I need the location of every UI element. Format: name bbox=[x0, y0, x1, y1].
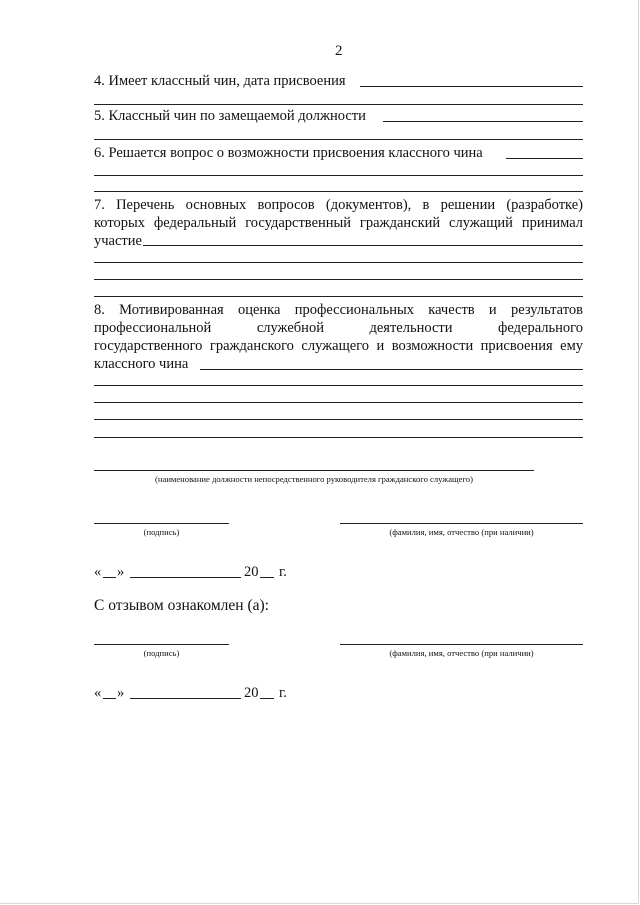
page-number: 2 bbox=[335, 43, 343, 59]
item-8-line-2 bbox=[94, 319, 583, 337]
item-8-line-2-word-3: деятельности bbox=[369, 320, 453, 336]
item-8-line-4: классного чина bbox=[94, 356, 189, 372]
manager-position-caption: (наименование должности непосредственного руководителя гражданского служащего) bbox=[155, 474, 473, 484]
full-name-caption-2: (фамилия, имя, отчество (при наличии) bbox=[389, 648, 534, 658]
item-7-field-line-3[interactable] bbox=[94, 279, 583, 280]
item-8-line-1: 8. Мотивированная оценка профессиональных качеств и результатов bbox=[94, 302, 583, 318]
date-2-close-quote: » bbox=[117, 685, 125, 701]
manager-position-field[interactable] bbox=[94, 470, 534, 471]
item-8-field[interactable] bbox=[200, 369, 583, 370]
item-6-field-line-2[interactable] bbox=[94, 175, 583, 176]
acknowledged-text: С отзывом ознакомлен (а): bbox=[94, 597, 269, 614]
date-2-year-prefix: 20 bbox=[244, 685, 259, 701]
signature-field-2[interactable] bbox=[94, 644, 229, 645]
date-2-month-field[interactable] bbox=[130, 698, 241, 699]
date-1-month-field[interactable] bbox=[130, 577, 241, 578]
item-4-label: 4. Имеет классный чин, дата присвоения bbox=[94, 73, 346, 89]
item-8-field-line-3[interactable] bbox=[94, 402, 583, 403]
item-7-field-line-4[interactable] bbox=[94, 296, 583, 297]
date-1-open-quote: « bbox=[94, 564, 102, 580]
signature-caption-1: (подпись) bbox=[143, 527, 180, 537]
item-8-line-2-word-2: служебной bbox=[256, 320, 324, 336]
item-8-line-3: государственного гражданского служащего и возможности присвоения ему bbox=[94, 338, 583, 354]
item-8-line-2-word-4: федерального bbox=[498, 320, 583, 336]
item-7-line-2: которых федеральный государственный гражданский служащий принимал bbox=[94, 215, 583, 231]
item-5-field-line-2[interactable] bbox=[94, 139, 583, 140]
date-2-year-suffix: г. bbox=[279, 685, 287, 701]
date-2-day-field[interactable] bbox=[103, 698, 116, 699]
date-1-year-prefix: 20 bbox=[244, 564, 259, 580]
full-name-caption-1: (фамилия, имя, отчество (при наличии) bbox=[389, 527, 534, 537]
item-5-label: 5. Классный чин по замещаемой должности bbox=[94, 108, 366, 124]
item-6-field-line-3[interactable] bbox=[94, 191, 583, 192]
item-8-field-line-2[interactable] bbox=[94, 385, 583, 386]
full-name-field-1[interactable] bbox=[340, 523, 583, 524]
item-8-line-2-word-1: профессиональной bbox=[94, 320, 212, 336]
signature-caption-2: (подпись) bbox=[143, 648, 180, 658]
item-7-line-3: участие bbox=[94, 233, 142, 249]
signature-field-1[interactable] bbox=[94, 523, 229, 524]
item-4-field-line-2[interactable] bbox=[94, 104, 583, 105]
item-8-field-line-4[interactable] bbox=[94, 419, 583, 420]
full-name-field-2[interactable] bbox=[340, 644, 583, 645]
item-7-field-line-2[interactable] bbox=[94, 262, 583, 263]
item-4-field[interactable] bbox=[360, 86, 583, 87]
item-7-line-1: 7. Перечень основных вопросов (документов), в решении (разработке) bbox=[94, 197, 583, 213]
item-5-field[interactable] bbox=[383, 121, 583, 122]
item-7-field[interactable] bbox=[143, 245, 583, 246]
date-1-year-suffix: г. bbox=[279, 564, 287, 580]
date-1-year-field[interactable] bbox=[260, 577, 274, 578]
date-2-year-field[interactable] bbox=[260, 698, 274, 699]
date-2-open-quote: « bbox=[94, 685, 102, 701]
item-6-field[interactable] bbox=[506, 158, 583, 159]
item-6-label: 6. Решается вопрос о возможности присвоения классного чина bbox=[94, 145, 483, 161]
item-8-field-line-5[interactable] bbox=[94, 437, 583, 438]
date-1-close-quote: » bbox=[117, 564, 125, 580]
date-1-day-field[interactable] bbox=[103, 577, 116, 578]
